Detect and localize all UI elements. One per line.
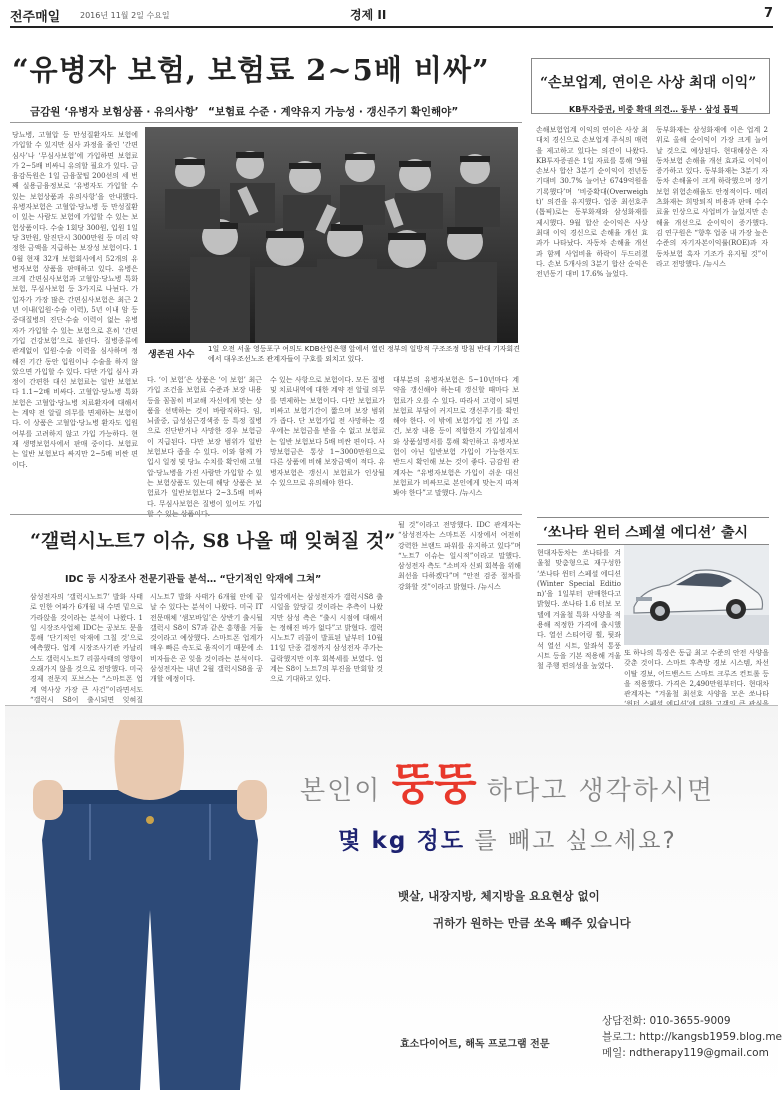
article1-subhead-b: “보험료 수준 · 계약유지 가능성 · 갱신주기 확인해야”	[208, 106, 459, 118]
divider	[10, 122, 522, 123]
article3-body-col4: 될 것”이라고 전망했다. IDC 관계자는 “삼성전자는 스마트폰 시장에서 여전히 강력한 브랜드 파워를 유지하고 있다”며 “노트7 이슈는 일시적”이라고 말했다. 삼성전자 측도 “소비자 신뢰 회복을 위해 최선을 다하겠다”며 “안전 검증 절차를 강화할 것”이라고 밝혔다. /뉴시스	[398, 521, 521, 591]
article1-body-col1: 당뇨병, 고혈압 등 만성질환자도 보험에 가입할 수 있지만 심사 과정을 줄인 ‘간편심사’나 ‘무심사보험’에 가입하면 보험료가 2~5배 비싸니 유의할 필요가 있다. 금융감독원은 1일 금융꿀팁 200선의 세 번째 실용금융정보로 ‘유병자도 가입할 수 있는 보험상품과 유의사항’을 안내했다. 유병자보험은 고혈압·당뇨병 등 만성질환이 있는 사람도 보험에 가입할 수 있는 보험상품이다. 수술 1회당 300원, 입원 1일당 3만원, 암진단시 3000만원 등 미리 약정한 금액을 지급하는 보장성 보험이다. 10월 현재 32개 보험회사에서 52개의 유병자보험 상품을 판매하고 있다. 유병은 크게 간편심사보험과 고혈압·당뇨병 특화 보험, 무심사보험 등 3가지로 나뉜다. 가입자가 가장 많은 간편심사보험은 최근 2년 이내(입원·수술 이력), 5년 이내 암 등 중대질병의 진단·수술 이력이 없는 유병자가 가입할 수 있는 보험으로 흔히 ‘간편가입 건강보험’으로 불린다. 질병종류에 관계없이 입원·수술 이력을 심사하며 정해진 기간 동안 입원이나 수술을 하지 않았으면 가입할 수 있다. 다만 가입 심사 과정이 간편한 대신 보험료는 일반 보험보다 1.1~2배 비싸다. 고혈압·당뇨병 특화 보험은 고혈압·당뇨병 치료환자에 대해서는 계약 전 알릴 의무를 면제하는 보험이다. 이 상품은 고혈압·당뇨병 환자도 입원 여부를 고려하지 않고 가입 가능하다. 현재 생명보험사에서 판매 중이다. 보험료는 일반 보험보다 싸지만 2~5배 비싼 편이다.	[12, 131, 138, 469]
sonata-car-illustration	[624, 545, 769, 645]
newspaper-logo: 전주매일	[10, 10, 61, 25]
ad-blog[interactable]: 블로그: http://kangsb1959.blog.me	[602, 1031, 783, 1043]
ad-phone: 상담전화: 010-3655-9009	[602, 1015, 731, 1027]
article3-body-col1: 삼성전자의 ‘갤럭시노트7’ 발화 사태로 인한 여파가 6개월 내 수면 밑으로 가라앉을 것이라는 분석이 나왔다. 1일 시장조사업체 IDC는 공보도 문을 통해 ‘단기적인 악재에 그칠 것’으로 예측했다. 업계 시장조사기관 카날리스도 갤럭시노트7 리콜사태의 영향이 오래가지 않을 것으로 전망했다. 미국 경제 전문지 포브스는 “스마트폰 업계 역사상 가장 큰 사건”이라면서도 “갤럭시 S8이 출시되면 잊혀질	[30, 593, 143, 704]
article2-body-col2: 동부화재는 삼성화재에 이은 업계 2위로 올해 순이익이 가장 크게 늘어날 것으로 예상된다. 현대해상은 자동차보험 손해율 개선 효과로 이익이 증가하고 있다. 동부화재는 3분기 자동차 손해율이 크게 하락했으며 장기보험 위험손해율도 안정적이다. 메리츠화재는 희망퇴직 비용과 판매 수수료율 인상으로 사업비가 늘었지만 손해율 개선으로 순이익이 증가했다. 김 연구원은 “향후 업종 내 가장 높은 수준의 자기자본이익률(ROE)과 자동차보험 흑자 기조가 유지될 것”이라고 전망했다. /뉴시스	[656, 126, 768, 268]
article2-body-col1: 손해보험업계 이익의 연이은 사상 최대치 경신으로 손보업계 주식의 매력을 제고하고 있다는 의견이 나왔다. KB투자증권은 1일 자료를 통해 ‘9월 손보사 합산 3분기 순이익이 전년동기대비 30.7% 늘어난 6749억원을 기록했다’며 ‘비중확대(Overweight)’ 의견을 유지했다. 업종 최선호주(톱픽)로는 동부화재와 삼성화재를 제시했다. 9월 합산 순이익은 사상 최대 이익 경신으로 손해율 개선 효과가 나타났다. 자동차 손해율 개선과 함께 사업비율 하락이 두드러졌다. 손보 5개사의 3분기 합산 순익은 전년동기 대비 17.6% 늘었다.	[536, 126, 648, 279]
ad-line1-emphasis: 뚱뚱	[391, 759, 477, 810]
photo-caption-title: 생존권 사수	[148, 350, 195, 360]
issue-date: 2016년 11월 2일 수요일	[80, 11, 170, 20]
news-photo	[145, 127, 518, 343]
ad-contact	[602, 1013, 782, 1061]
article3-subhead: IDC 등 시장조사 전문기관들 분석… “단기적인 악재에 그쳐”	[65, 574, 322, 585]
article1-body-col2: 다. ‘이 보험’은 상품은 ‘이 보험’ 최근 가입 조건을 보험료 수준과 보장 내용 등을 꼼꼼히 비교해 자신에게 맞는 상품을 선택하는 것이 바람직하다. 임, 뇌졸중, 급성심근경색증 등 특정 질병으로 진단받거나 사망한 경우 보험금이 지급된다. 다만 보장 범위가 일반 보험보다 좁을 수 있다. 이와 함께 가입시 일정 및 당뇨 수치를 확인해 고혈압·당뇨병을 가진 사람만 가입할 수 있는 보험상품도 있는데 해당 상품은 보험료가 일반보험보다 2~3.5배 비싸다. 무심사보험은 질병이 있어도 가입	[147, 376, 262, 508]
ad-line2-pre: 몇	[338, 828, 363, 854]
article1-body-col3: 수 있는 사항으로 보험이다. 모든 질병 및 치료내역에 대한 계약 전 알릴 의무를 면제하는 보험이다. 다만 보험료가 비싸고 보험기간이 짧으며 보장 범위가 좁다. 단 보험가입 전 사망하는 경우에는 보험금을 받을 수 없고 보험료는 일반 보험보다 5배 비싼 편이다. 사망보험금은 통상 1~3000만원으로 다른 상품에 비해 보장금액이 적다. 유병자보험은 갱신시 보험료가 인상될 수 있으므로 유의해야 한다.	[270, 376, 385, 487]
article3-body-col3: 일각에서는 삼성전자가 갤럭시S8 출시일을 앞당길 것이라는 추측이 나왔지만 삼성 측은 “출시 시점에 대해서는 정해진 바가 없다”고 밝혔다. 갤럭시노트7 리콜이 발표된 날부터 10월 11일 단종 결정까지 삼성전자 주가는 급락했지만 이후 회복세를 보였다. 업계는 S8이 노트7의 부진을 만회할 것으로 기대하고 있다.	[270, 593, 383, 684]
article1-headline: “유병자 보험, 보험료 2~5배 비싸”	[12, 53, 490, 87]
article4-headline: ‘쏘나타 윈터 스페셜 에디션’ 출시	[543, 525, 749, 541]
oversized-jeans-illustration	[30, 720, 270, 1090]
ad-line2-mid: 정도	[416, 828, 466, 854]
article2-headline: “손보업계, 연이은 사상 최대 이익”	[540, 75, 757, 91]
protest-photo-illustration	[145, 127, 518, 343]
ad-figure	[30, 720, 270, 1090]
article3-headline: “갤럭시노트7 이슈, S8 나올 때 잊혀질 것”	[30, 530, 396, 552]
section-title: 경제 II	[350, 8, 387, 22]
ad-line2-post: 를 빼고 싶으세요?	[474, 828, 677, 854]
ad-line2-kg: kg	[371, 828, 408, 854]
masthead	[10, 4, 773, 28]
article4-body-col2: 또 하나의 특징은 동급 최고 수준의 안전 사양을 갖춘 것이다. 스마트 후측방 경보 시스템, 차선이탈 경보, 어드밴스드 스마트 크루즈 컨트롤 등을 적용했다. 가격은 2,490만원부터다. 현대차 관계자는 “겨울철 최선호 사양을 모은 쏘나타	[624, 649, 769, 699]
photo-caption: 1일 오전 서울 영등포구 여의도 KDB산업은행 앞에서 열린 정부의 일방적 구조조정 방침 반대 기자회견에서 대우조선노조 관계자들이 구호를 외치고 있다.	[208, 345, 520, 363]
ad-email[interactable]: 메일: ndtherapy119@gmail.com	[602, 1047, 769, 1059]
car-photo	[624, 545, 769, 645]
ad-line3: 뱃살, 내장지방, 체지방을 요요현상 없이	[398, 889, 600, 903]
article4-headline-box	[537, 517, 769, 545]
article1-subhead-a: 금감원 ‘유병자 보험상품 · 유의사항’	[30, 106, 199, 118]
article4-body-col1: 현대자동차는 쏘나타를 겨울철 맞춤형으로 재구성한 ‘쏘나타 윈터 스페셜 에디션(Winter Special Edition)’을 1일부터 판매한다고 밝혔다. 쏘나타 1.6 터보 모델에 겨울철 특화 사양을 적용해 적정한 가격에 출시했다. 열선 스티어링 휠, 뒷좌석 열선 시트, 앞좌석 통풍 시트 등을 기본 적용해 겨울철 주행 편의성을 높였다.	[537, 549, 621, 671]
ad-line1-post: 하다고 생각하시면	[486, 776, 715, 806]
ad-line4: 귀하가 원하는 만큼 쏘옥 빼주 있습니다	[433, 916, 631, 930]
ad-line1-pre: 본인이	[300, 776, 382, 806]
ad-headline-1	[300, 748, 714, 812]
article3-body-col2: 시노트7 발화 사태가 6개월 안에 끝날 수 있다는 분석이 나왔다. 미국 IT 전문매체 ‘샘모바일’은 상반기 출시될 갤럭시 S8이 S7과 같은 흥행을 거둘 것이라고 예상했다. 스마트폰 업계가 매우 빠른 속도로 움직이기 때문에 소비자들은 곧 잊을 것이라는 분석이다. 삼성전자는 내년 2월 갤럭시S8을 공개할 예정이다.	[150, 593, 263, 684]
ad-brand: 효소다이어트, 해독 프로그램 전문	[400, 1039, 550, 1050]
article1-body-col4: 대부분의 유병자보험은 5~10년마다 계약을 갱신해야 하는데 갱신할 때마다 보험료가 오를 수 있다. 따라서 고령이 되면 보험료 부담이 커지므로 갱신주기를 확인해야 한다. 이 밖에 보험가입 전 가입 조건, 보장 내용 등이 적합한지 가입설계서와 상품설명서를 통해 확인하고 유병자보험이 아닌 일반보험 가입이 가능한지도 반드시 확인해 보는 것이 좋다. 금감원 관계자는 “유병자보험은 가입이 쉬운 대신 보험료가 비싸므로 본인에게 맞는지 따져봐야 한다”고 말했다. /뉴시스	[393, 376, 519, 498]
article2-subhead: KB투자증권, 비중 확대 의견… 동부 · 삼성 톱픽	[569, 105, 739, 114]
page-number: 7	[763, 6, 773, 21]
ad-headline-2	[338, 822, 677, 855]
divider	[10, 514, 522, 515]
